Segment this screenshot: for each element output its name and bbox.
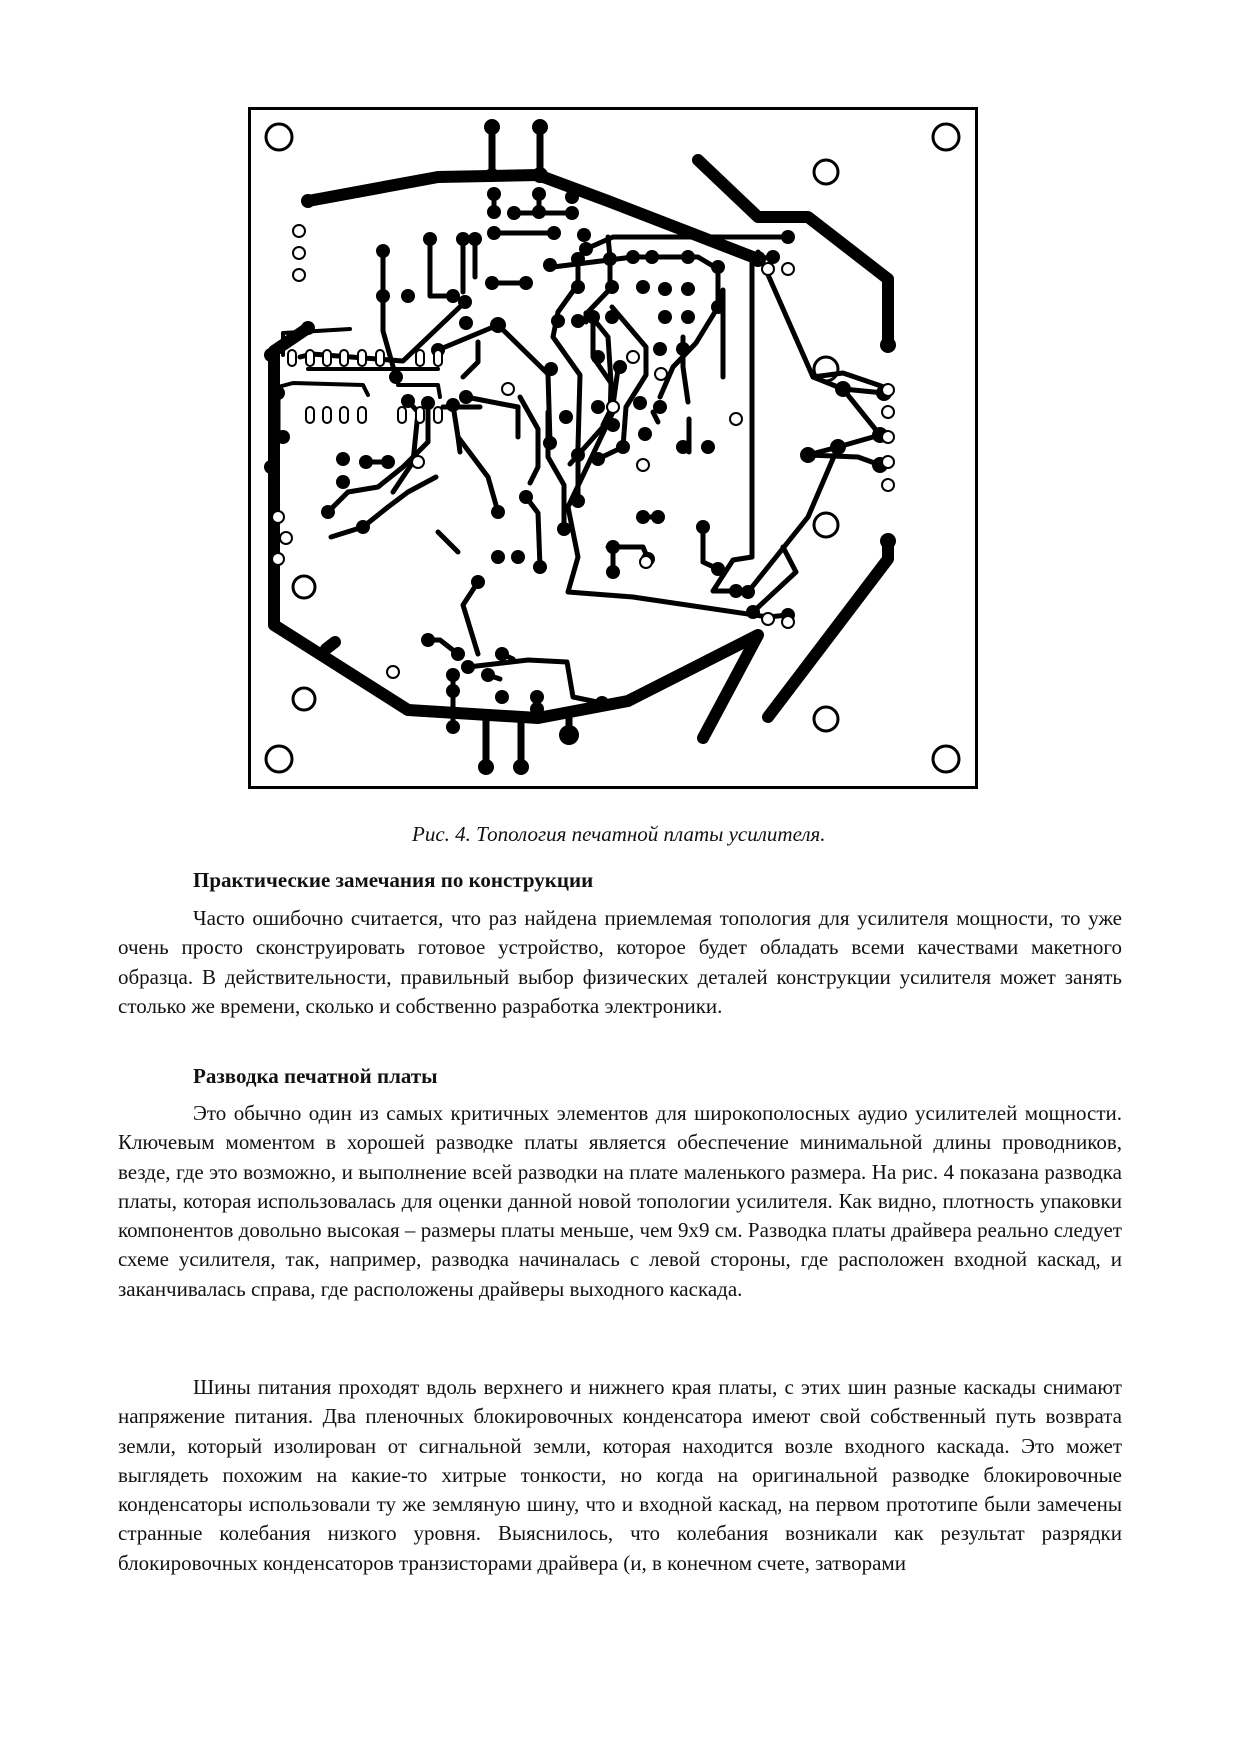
paragraph-construction-1: Часто ошибочно считается, что раз найдена приемлемая топология для усилителя мощности, то уже очень просто сконструировать готовое устройство, которое будет обладать всеми качествами макетного образца. В действительности, правильный выбор физических деталей конструкции усилителя может занять столько же времени, сколько и собственно разработка электроники. (118, 906, 1122, 1018)
section-heading-construction: Практические замечания по конструкции (193, 868, 594, 892)
section-heading-pcb-routing: Разводка печатной платы (193, 1064, 438, 1088)
figure-caption: Рис. 4. Топология печатной платы усилителя. (412, 822, 826, 846)
paragraph-pcb-routing-2: Шины питания проходят вдоль верхнего и нижнего края платы, с этих шин разные каскады снимают напряжение питания. Два пленочных блокировочных конденсатора имеют свой собственный путь возврата земли, который изолирован от сигнальной земли, которая находится возле входного каскада. Это может выглядеть похожим на какие-то хитрые тонкости, но когда на оригинальной разводке блокировочные конденсаторы использовали ту же земляную шину, что и входной каскад, на первом прототипе были замечены странные колебания низкого уровня. Выяснилось, что колебания возникали как результат разрядки блокировочных конденсаторов транзисторами драйвера (и, в конечном счете, затворами (118, 1375, 1122, 1575)
pcb-layout-figure (248, 107, 978, 789)
paragraph-pcb-routing-1: Это обычно один из самых критичных элементов для широкополосных аудио усилителей мощности. Ключевым моментом в хорошей разводке платы является обеспечение минимальной длины проводников, везде, где это возможно, и выполнение всей разводки на плате маленького размера. На рис. 4 показана разводка платы, которая использовалась для оценки данной новой топологии усилителя. Как видно, плотность упаковки компонентов довольно высокая – размеры платы меньше, чем 9х9 см. Разводка платы драйвера реально следует схеме усилителя, так, например, разводка начиналась с левой стороны, где расположен входной каскад, и заканчивалась справа, где расположены драйверы выходного каскада. (118, 1101, 1122, 1301)
pcb-layout-drawing (248, 107, 978, 789)
